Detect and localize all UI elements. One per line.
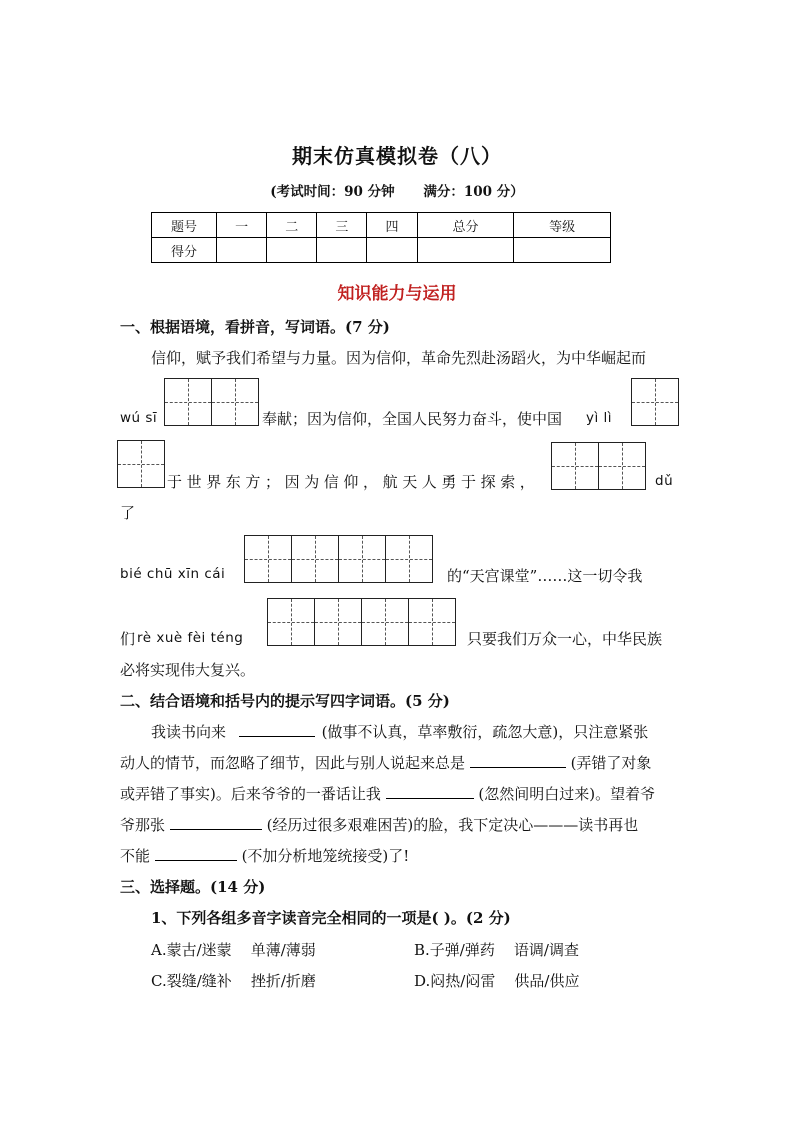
exam-full-score: 满分：100 分） xyxy=(423,184,524,200)
q1-pinyin-4: bié chū xīn cái xyxy=(120,566,226,582)
answer-blank[interactable] xyxy=(155,846,237,861)
q1-writing-grid-2[interactable] xyxy=(631,378,678,426)
score-table xyxy=(151,212,611,263)
q2-line2-end: (弄错了对象 xyxy=(570,754,652,772)
q1-line1: 信仰，赋予我们希望与力量。因为信仰，革命先烈赴汤蹈火，为中华崛起而 xyxy=(151,349,647,367)
q1-text-5a: 们 xyxy=(120,630,136,648)
grid-cell[interactable] xyxy=(164,378,212,426)
option-c[interactable]: C.裂缝/缝补 挫折/折磨 xyxy=(151,972,316,990)
score-table-score-row xyxy=(152,238,611,263)
score-table-header: 二 xyxy=(267,213,317,238)
q3-subquestion-1: 1、下列各组多音字读音完全相同的一项是( )。(2 分) xyxy=(151,909,511,927)
q1-pinyin-5: rè xuè fèi téng xyxy=(137,630,244,646)
score-cell[interactable] xyxy=(217,238,267,263)
q1-writing-grid-6[interactable] xyxy=(267,598,455,646)
q2-line3-start: 或弄错了事实)。后来爷爷的一番话让我 xyxy=(120,785,381,803)
grid-cell[interactable] xyxy=(244,535,292,583)
q2-line4-end: (经历过很多艰难困苦)的脸，我下定决心———读书再也 xyxy=(266,816,639,834)
q2-line2 xyxy=(120,752,651,773)
q1-text-3: 于世界东方；因为信仰，航天人勇于探索， xyxy=(167,473,540,491)
score-table-header: 三 xyxy=(317,213,367,238)
score-table-header: 四 xyxy=(367,213,417,238)
q3-heading: 三、选择题。(14 分) xyxy=(120,878,266,896)
option-a[interactable]: A.蒙古/迷蒙 单薄/薄弱 xyxy=(151,941,316,959)
grid-cell[interactable] xyxy=(117,440,165,488)
grid-cell[interactable] xyxy=(408,598,456,646)
q1-heading: 一、根据语境，看拼音，写词语。(7 分) xyxy=(120,318,390,336)
q2-line5 xyxy=(120,845,409,866)
q2-line1-end: (做事不认真，草率敷衍，疏忽大意)，只注意紧张 xyxy=(321,723,649,741)
q2-line1 xyxy=(151,721,648,742)
score-table-header: 总分 xyxy=(417,213,514,238)
section-heading: 知识能力与运用 xyxy=(337,284,457,304)
q2-line3 xyxy=(120,783,655,804)
q2-line2-start: 动人的情节，而忽略了细节，因此与别人说起来总是 xyxy=(120,754,466,772)
q1-pinyin-2: yì lì xyxy=(586,410,613,426)
q1-pinyin-1: wú sī xyxy=(120,410,158,426)
q1-text-4: 的“天宫课堂”……这一切令我 xyxy=(447,567,643,585)
q2-line5-start: 不能 xyxy=(120,847,151,865)
grid-cell[interactable] xyxy=(631,378,679,426)
grid-cell[interactable] xyxy=(338,535,386,583)
grid-cell[interactable] xyxy=(385,535,433,583)
score-table-header: 等级 xyxy=(514,213,611,238)
q2-line3-end: (忽然间明白过来)。望着爷 xyxy=(478,785,656,803)
q2-heading: 二、结合语境和括号内的提示写四字词语。(5 分) xyxy=(120,692,450,710)
score-table-header-row xyxy=(152,213,611,238)
option-d[interactable]: D.闷热/闷雷 供品/供应 xyxy=(414,972,580,990)
score-cell[interactable] xyxy=(367,238,417,263)
answer-blank[interactable] xyxy=(386,784,474,799)
q1-pinyin-3: dǔ xyxy=(655,473,674,489)
score-cell[interactable] xyxy=(267,238,317,263)
grid-cell[interactable] xyxy=(361,598,409,646)
grid-cell[interactable] xyxy=(598,442,646,490)
answer-blank[interactable] xyxy=(239,722,315,737)
option-b[interactable]: B.子弹/弹药 语调/调查 xyxy=(414,941,579,959)
grid-cell[interactable] xyxy=(267,598,315,646)
grid-cell[interactable] xyxy=(291,535,339,583)
q2-line1-start: 我读书向来 xyxy=(151,723,227,741)
exam-info xyxy=(0,180,794,200)
exam-time: (考试时间：90 分钟 xyxy=(270,184,395,200)
score-table-header: 题号 xyxy=(152,213,217,238)
q2-line4 xyxy=(120,814,638,835)
score-table-header: 一 xyxy=(217,213,267,238)
q1-text-2: 奉献；因为信仰，全国人民努力奋斗，使中国 xyxy=(262,410,563,428)
q2-line4-start: 爷那张 xyxy=(120,816,166,834)
score-cell[interactable] xyxy=(317,238,367,263)
score-cell[interactable] xyxy=(417,238,514,263)
grid-cell[interactable] xyxy=(314,598,362,646)
q1-text-5b: 只要我们万众一心，中华民族 xyxy=(467,630,663,648)
score-cell[interactable] xyxy=(514,238,611,263)
grid-cell[interactable] xyxy=(211,378,259,426)
answer-blank[interactable] xyxy=(170,815,262,830)
q1-text-3b: 了 xyxy=(120,504,136,522)
q1-writing-grid-5[interactable] xyxy=(244,535,432,583)
q1-writing-grid-1[interactable] xyxy=(164,378,258,426)
q2-line5-end: (不加分析地笼统接受)了! xyxy=(241,847,410,865)
q1-writing-grid-3[interactable] xyxy=(117,440,164,488)
answer-blank[interactable] xyxy=(470,753,566,768)
q1-writing-grid-4[interactable] xyxy=(551,442,645,490)
q1-text-6: 必将实现伟大复兴。 xyxy=(120,661,256,679)
score-row-label: 得分 xyxy=(152,238,217,263)
grid-cell[interactable] xyxy=(551,442,599,490)
page-title: 期末仿真模拟卷（八） xyxy=(292,144,502,168)
